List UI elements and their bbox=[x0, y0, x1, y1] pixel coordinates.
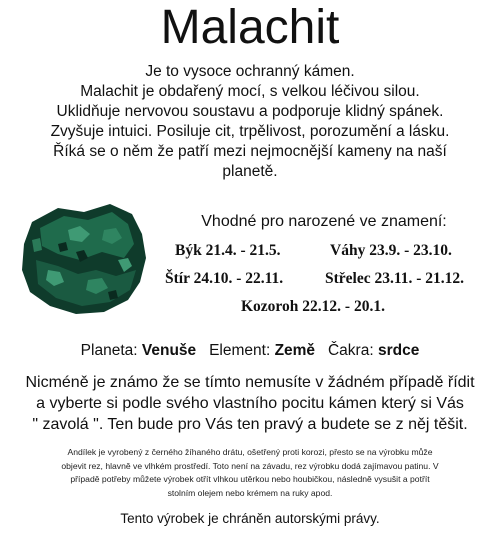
description-line: Zvyšuje intuici. Posiluje cit, trpělivost, porozumění a lásku. bbox=[50, 123, 450, 140]
planet-value: Venuše bbox=[141, 342, 197, 359]
zodiac-sign-stir: Štír 24.10. - 22.11. bbox=[165, 270, 284, 287]
planet-label: Planeta: bbox=[80, 342, 138, 359]
fine-print bbox=[0, 446, 500, 500]
advice-line: Nicméně je známo že se tímto nemusíte v žádném případě řídit bbox=[25, 374, 475, 391]
advice-note bbox=[0, 372, 500, 435]
zodiac-sign-strelec: Střelec 23.11. - 21.12. bbox=[325, 270, 465, 287]
fine-print-line: objevit rez, hlavně ve vlhkém prostředí. Toto není na závadu, rez výrobku dodá zajímavou patinu. V bbox=[61, 460, 439, 471]
description-line: planetě. bbox=[222, 163, 278, 180]
advice-line: " zavolá ". Ten bude pro Vás ten pravý a budete se z něj těšit. bbox=[32, 416, 468, 433]
stone-attributes bbox=[0, 341, 500, 361]
zodiac-sign-kozoroh: Kozoroh 22.12. - 20.1. bbox=[241, 298, 385, 315]
chakra-value: srdce bbox=[377, 342, 420, 359]
description-line: Je to vysoce ochranný kámen. bbox=[145, 63, 355, 80]
description-line: Říká se o něm že patří mezi nejmocnější kameny na naší bbox=[53, 143, 447, 160]
zodiac-sign-byk: Býk 21.4. - 21.5. bbox=[175, 242, 281, 259]
fine-print-line: případě potřeby můžete výrobek otřít vlhkou utěrkou nebo houbičkou, následně vysušit a potřít bbox=[70, 474, 430, 484]
zodiac-heading: Vhodné pro narozené ve znamení: bbox=[201, 213, 447, 230]
zodiac-sign-vahy: Váhy 23.9. - 23.10. bbox=[330, 242, 452, 259]
description bbox=[0, 62, 500, 182]
advice-line: a vyberte si podle svého vlastního pocitu kámen který si Vás bbox=[36, 395, 464, 412]
fine-print-line: stolním olejem nebo krémem na ruky apod. bbox=[167, 487, 333, 498]
malachite-stone-image bbox=[18, 200, 150, 318]
element-value: Země bbox=[274, 342, 316, 359]
element-label: Element: bbox=[209, 342, 271, 359]
page-title: Malachit bbox=[160, 1, 340, 54]
copyright-notice: Tento výrobek je chráněn autorskými právy. bbox=[120, 511, 380, 526]
description-line: Malachit je obdařený mocí, s velkou léčivou silou. bbox=[80, 83, 420, 100]
fine-print-line: Andílek je vyrobený z černého žíhaného drátu, ošetřený proti korozi, přesto se na výrobku může bbox=[67, 447, 433, 457]
chakra-label: Čakra: bbox=[327, 342, 374, 359]
description-line: Uklidňuje nervovou soustavu a podporuje klidný spánek. bbox=[56, 103, 444, 120]
